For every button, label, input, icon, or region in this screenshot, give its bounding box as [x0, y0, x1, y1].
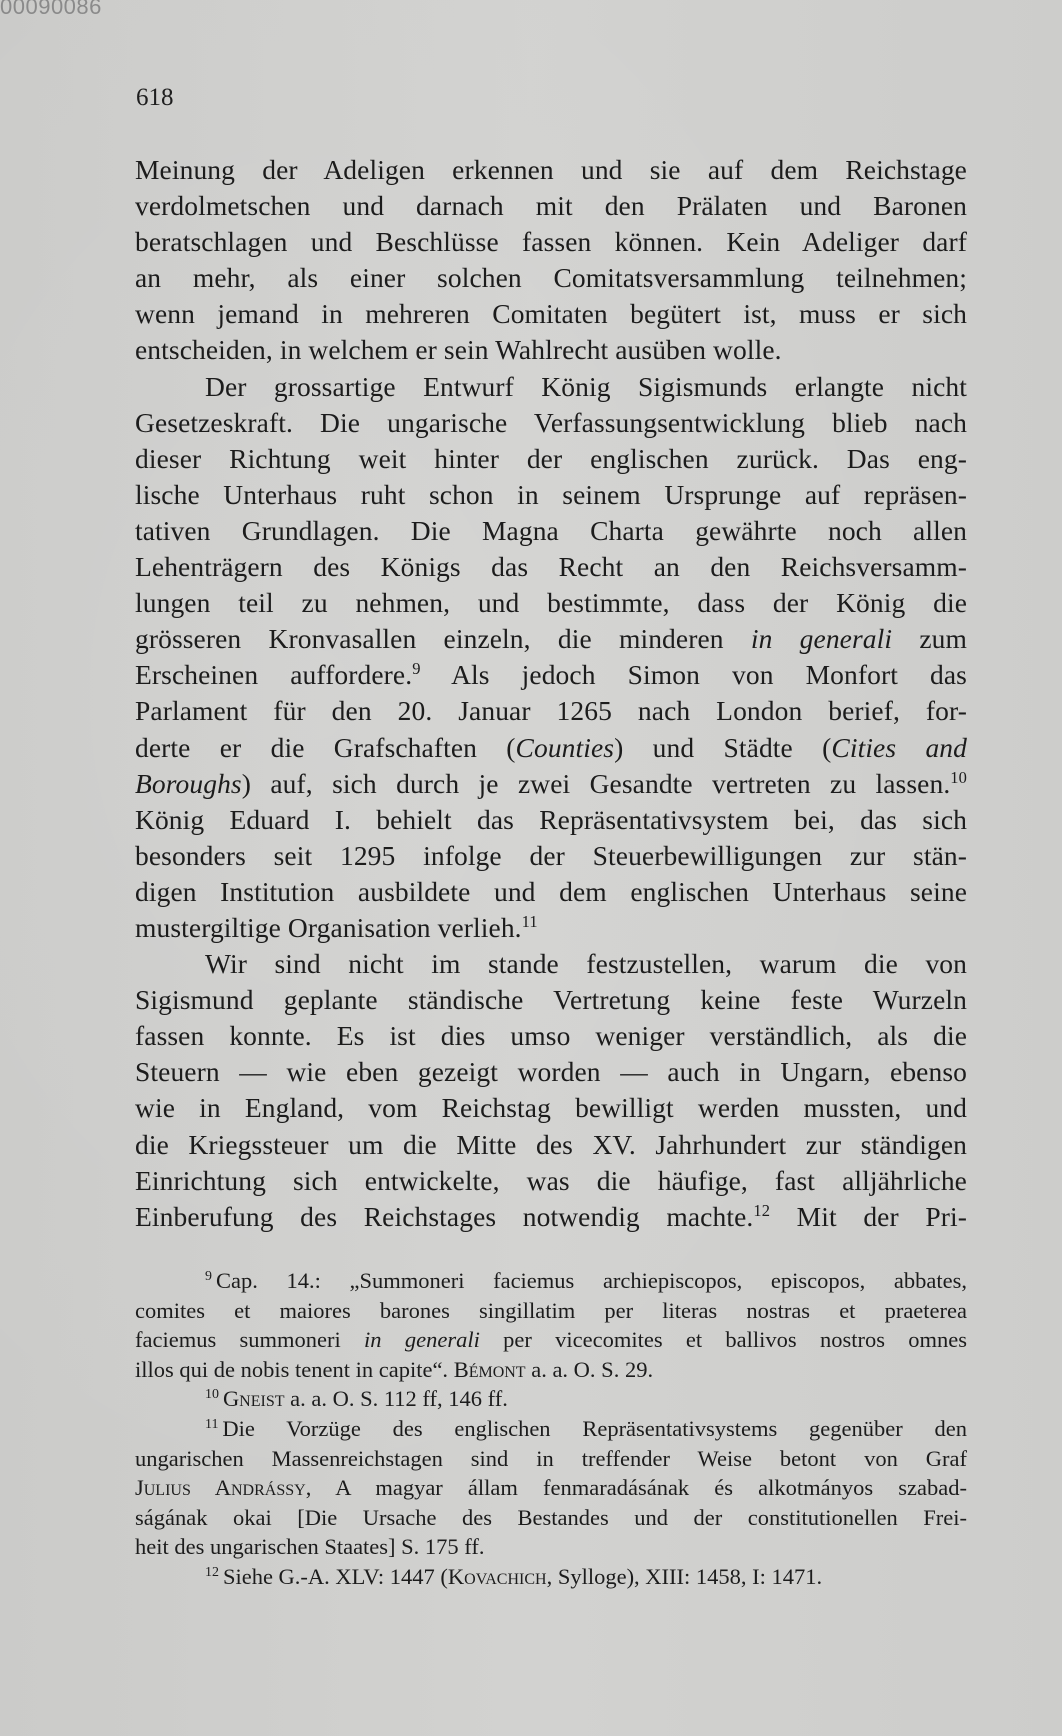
text-line: verdolmetschen und darnach mit den Prälaten und Baronen [135, 190, 967, 222]
footnote-ref-9[interactable]: 9 [412, 659, 421, 679]
footnote-ref-12[interactable]: 12 [753, 1200, 771, 1220]
text-line: lungen teil zu nehmen, und bestimmte, dass der König die [135, 587, 967, 619]
author-name: Kovachich [447, 1563, 547, 1589]
text-line: Erscheinen auffordere.$^9$ Als jedoch Simon von Monfort das [135, 659, 967, 691]
footnote-marker: 12 [205, 1564, 219, 1580]
author-name: Gneist [222, 1386, 285, 1412]
text-line: digen Institution ausbildete und dem englischen Unterhaus seine [135, 875, 967, 907]
text-line: Sigismund geplante ständische Vertretung keine feste Wurzeln [135, 984, 967, 1016]
footnote-line: ságának okai [Die Ursache des Bestandes und der constitutionellen Frei- [135, 1504, 967, 1530]
author-name: Julius Andrássy [135, 1475, 306, 1501]
text-line: derte er die Grafschaften (Counties) und Städte (Cities and [135, 731, 967, 763]
text-line: an mehr, als einer solchen Comitatsversammlung teilnehmen; [135, 262, 967, 294]
footnote-12: $^{12}$ Siehe G.-A. XLV: 1447 (Kovachich, Sylloge), XIII: 1458, I: 1471. [205, 1563, 823, 1589]
footnote-ref-11[interactable]: 11 [521, 912, 538, 932]
footnote-marker: 9 [205, 1268, 212, 1284]
text-line: entscheiden, in welchem er sein Wahlrecht ausüben wolle. [135, 334, 782, 366]
footnote-10: $^{10}$ Gneist a. a. O. S. 112 ff, 146 ff. [205, 1386, 508, 1412]
text-line: wenn jemand in mehreren Comitaten begütert ist, muss er sich [135, 298, 967, 330]
italic-phrase: Cities and [831, 731, 967, 763]
footnote-line: comites et maiores barones singillatim per literas nostras et praeterea [135, 1297, 967, 1323]
scan-id-label: 00090086 [0, 0, 102, 19]
page-number: 618 [136, 84, 174, 111]
text-line: mustergiltige Organisation verlieh.$^{11}$ [135, 911, 538, 943]
footnote-line: heit des ungarischen Staates] S. 175 ff. [135, 1534, 485, 1560]
author-name: Bémont [453, 1356, 526, 1382]
text-line: Lehenträgern des Königs das Recht an den Reichsversamm- [135, 551, 967, 583]
italic-phrase: Boroughs [135, 767, 242, 799]
text-line: Parlament für den 20. Januar 1265 nach London berief, for- [135, 695, 967, 727]
text-line: die Kriegssteuer um die Mitte des XV. Jahrhundert zur ständigen [135, 1128, 967, 1160]
footnote-11: $^{11}$ Die Vorzüge des englischen Repräsentativsystems gegenüber den [205, 1415, 967, 1441]
italic-phrase: in generali [750, 623, 893, 655]
footnote-line: illos qui de nobis tenent in capite“. Bémont a. a. O. S. 29. [135, 1356, 654, 1382]
footnote-line: ungarischen Massenreichstagen sind in treffender Weise betont von Graf [135, 1445, 967, 1471]
text-line: besonders seit 1295 infolge der Steuerbewilligungen zur stän- [135, 839, 967, 871]
text-line: grösseren Kronvasallen einzeln, die minderen in generali zum [135, 623, 967, 655]
footnotes-section [135, 1266, 967, 1592]
text-line: lische Unterhaus ruht schon in seinem Ursprunge auf repräsen- [135, 478, 967, 510]
text-line: Meinung der Adeligen erkennen und sie auf dem Reichstage [135, 154, 967, 185]
text-line: dieser Richtung weit hinter der englischen zurück. Das eng- [135, 442, 967, 474]
main-text [135, 152, 967, 1235]
footnote-marker: 10 [205, 1387, 219, 1403]
text-line: Der grossartige Entwurf König Sigismunds erlangte nicht [205, 370, 967, 402]
footnote-line: faciemus summoneri in generali per vicecomites et ballivos nostros omnes [135, 1327, 968, 1353]
italic-phrase: Counties [515, 731, 615, 763]
footnote-ref-10[interactable]: 10 [950, 767, 967, 787]
text-line: König Eduard I. behielt das Repräsentativsystem bei, das sich [135, 803, 967, 835]
footnote-9: $^9$ Cap. 14.: „Summoneri faciemus archiepiscopos, episcopos, abbates, [205, 1268, 967, 1293]
text-line: Gesetzeskraft. Die ungarische Verfassungsentwicklung blieb nach [135, 406, 967, 438]
text-line: Einberufung des Reichstages notwendig machte.$^{12}$ Mit der Pri- [135, 1200, 967, 1232]
text-line: fassen konnte. Es ist dies umso weniger verständlich, als die [135, 1020, 967, 1052]
footnote-line: Julius Andrássy, A magyar állam fenmaradásának és alkotmányos szabad- [135, 1475, 967, 1501]
text-line: Einrichtung sich entwickelte, was die häufige, fast alljährliche [135, 1164, 967, 1196]
text-line: beratschlagen und Beschlüsse fassen können. Kein Adeliger darf [135, 226, 967, 258]
text-line: wie in England, vom Reichstag bewilligt werden mussten, und [135, 1092, 967, 1124]
text-line: tativen Grundlagen. Die Magna Charta gewährte noch allen [135, 514, 967, 546]
text-line: Wir sind nicht im stande festzustellen, warum die von [205, 948, 967, 980]
footnote-marker: 11 [205, 1416, 219, 1432]
text-line: Steuern — wie eben gezeigt worden — auch in Ungarn, ebenso [135, 1056, 967, 1088]
italic-phrase: in generali [364, 1327, 480, 1353]
text-line: Boroughs) auf, sich durch je zwei Gesandte vertreten zu lassen.$^{10}$ [135, 767, 967, 799]
